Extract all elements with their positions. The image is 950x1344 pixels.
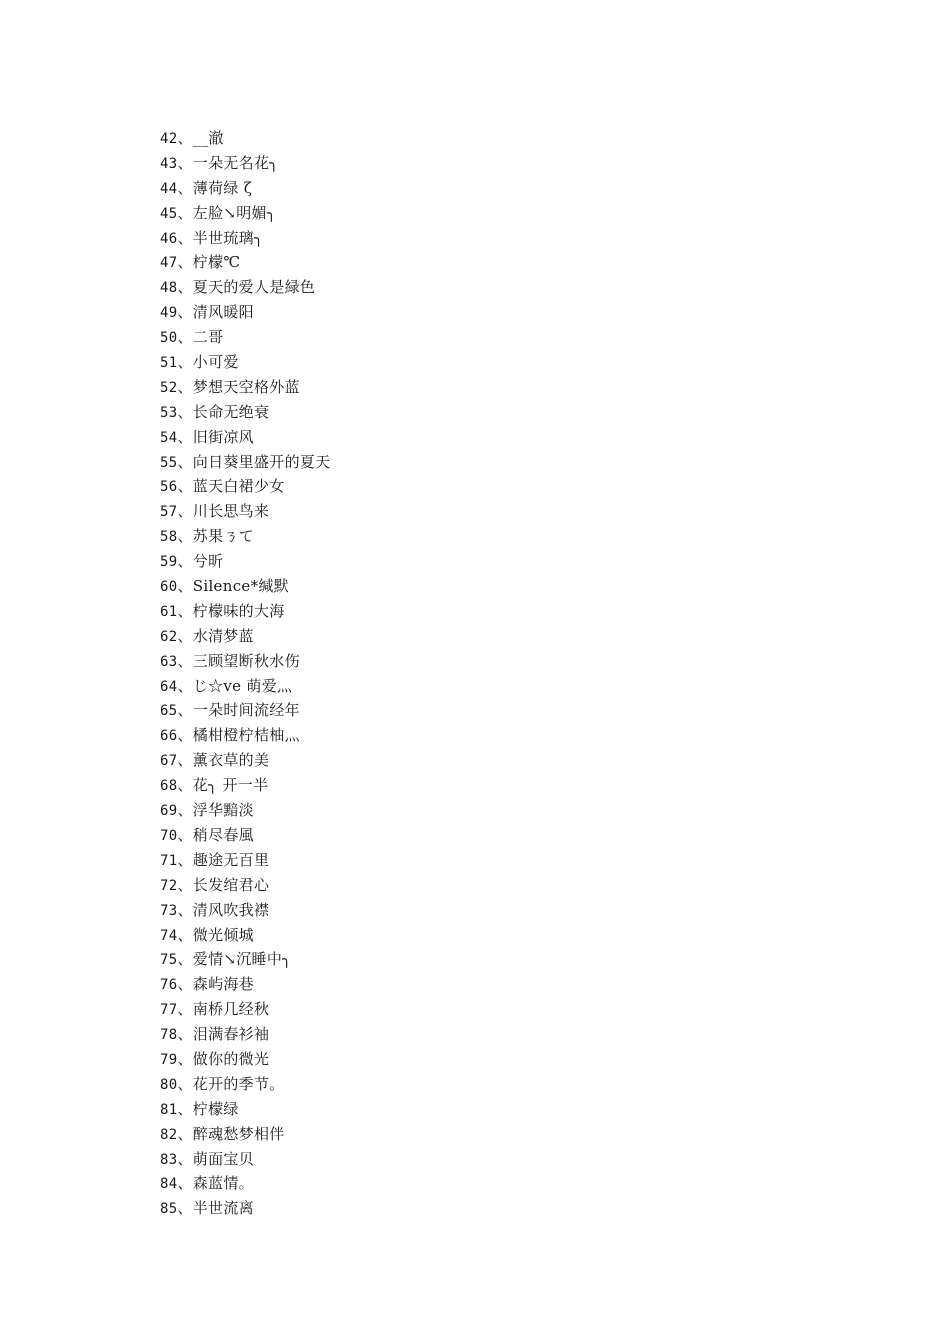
entry-number: 72 [160,877,178,894]
entry-number: 54 [160,429,178,446]
entry-number: 82 [160,1126,178,1143]
entry-text: 兮昕 [192,552,224,571]
entry-text: 苏果ㄋて [192,527,254,546]
entry-separator: 、 [177,801,193,820]
entry-separator: 、 [177,1025,193,1044]
entry-text: 南桥几经秋 [192,1000,270,1019]
list-item [160,723,330,748]
entry-separator: 、 [177,900,193,919]
list-item [160,176,330,201]
entry-text: 柠檬绿 [192,1099,239,1118]
entry-text: 稍尽春風 [192,825,254,844]
entry-number: 78 [160,1027,178,1044]
entry-number: 52 [160,379,178,396]
entry-number: 65 [160,703,178,720]
entry-number: 79 [160,1051,178,1068]
entry-number: 48 [160,280,178,297]
entry-number: 69 [160,803,178,820]
entry-separator: 、 [177,203,193,222]
entry-text: 爱情↘沉睡中╮ [192,950,292,969]
entry-text: 二哥 [192,328,224,347]
entry-text: 薄荷绿 ζ [192,178,253,197]
entry-separator: 、 [177,726,193,745]
entry-separator: 、 [177,427,193,446]
entry-text: 梦想天空格外蓝 [192,377,300,396]
entry-separator: 、 [177,452,193,471]
list-item [160,1072,330,1097]
list-item [160,773,330,798]
entry-number: 61 [160,603,178,620]
entry-text: 泪满春衫袖 [192,1025,270,1044]
entry-number: 49 [160,305,178,322]
list-item [160,201,330,226]
entry-text: 一朵无名花╮ [192,153,279,172]
entry-text: 萌面宝贝 [192,1149,254,1168]
entry-number: 73 [160,902,178,919]
list-item [160,375,330,400]
entry-text: 半世流离 [192,1199,254,1218]
entry-separator: 、 [177,577,193,596]
entry-separator: 、 [177,1074,193,1093]
entry-text: 浮华黯淡 [192,801,254,820]
entry-separator: 、 [177,626,193,645]
list-item [160,947,330,972]
list-item [160,350,330,375]
entry-text: 一朵时间流经年 [192,701,300,720]
entry-separator: 、 [177,1124,193,1143]
entry-text: 左脸↘明媚╮ [192,203,277,222]
list-item [160,624,330,649]
entry-separator: 、 [177,875,193,894]
entry-number: 51 [160,355,178,372]
list-item [160,499,330,524]
entry-number: 85 [160,1201,178,1218]
entry-number: 43 [160,155,178,172]
list-item [160,798,330,823]
entry-separator: 、 [177,701,193,720]
list-item [160,400,330,425]
entry-text: 花开的季节。 [192,1074,285,1093]
entry-number: 76 [160,977,178,994]
entry-number: 63 [160,653,178,670]
entry-number: 50 [160,330,178,347]
entry-separator: 、 [177,1000,193,1019]
entry-separator: 、 [177,402,193,421]
entry-text: 醉魂愁梦相伴 [192,1124,285,1143]
entry-separator: 、 [177,502,193,521]
entry-text: 森屿海巷 [192,975,254,994]
entry-separator: 、 [177,676,193,695]
list-item [160,599,330,624]
entry-number: 75 [160,952,178,969]
entry-number: 45 [160,205,178,222]
entry-separator: 、 [177,651,193,670]
entry-separator: 、 [177,751,193,770]
list-item [160,524,330,549]
list-item [160,1196,330,1221]
list-item [160,1022,330,1047]
entry-number: 47 [160,255,178,272]
entry-number: 62 [160,628,178,645]
entry-text: 长命无绝衰 [192,402,270,421]
entry-separator: 、 [177,178,193,197]
entry-text: 趣途无百里 [192,850,270,869]
entry-separator: 、 [177,377,193,396]
entry-number: 67 [160,753,178,770]
list-item [160,873,330,898]
list-item [160,549,330,574]
list-item [160,450,330,475]
entry-separator: 、 [177,552,193,571]
entry-number: 68 [160,778,178,795]
list-item [160,698,330,723]
entry-text: 花╮ 开一半 [192,776,269,795]
entry-number: 71 [160,852,178,869]
entry-separator: 、 [177,776,193,795]
list-item [160,848,330,873]
entry-separator: 、 [177,153,193,172]
list-item [160,151,330,176]
list-item [160,997,330,1022]
entry-separator: 、 [177,850,193,869]
entry-number: 66 [160,728,178,745]
list-item [160,1097,330,1122]
entry-number: 42 [160,131,178,147]
entry-number: 80 [160,1076,178,1093]
entry-separator: 、 [177,228,193,247]
entry-text: 柠檬℃ [192,253,241,272]
entry-separator: 、 [177,1149,193,1168]
entry-text: Silence*缄默 [192,577,289,596]
entry-number: 55 [160,454,178,471]
entry-number: 56 [160,479,178,496]
entry-separator: 、 [177,477,193,496]
entry-separator: 、 [177,925,193,944]
entry-number: 77 [160,1002,178,1019]
entry-text: 夏天的爱人是緑色 [192,278,316,297]
entry-text: 薰衣草的美 [192,751,270,770]
list-item [160,226,330,251]
entry-text: 清风吹我襟 [192,900,270,919]
list-item [160,325,330,350]
name-list [160,126,330,1221]
entry-separator: 、 [177,328,193,347]
entry-text: 小可爱 [192,353,239,372]
entry-text: 橘柑橙柠桔柚灬 [192,726,300,745]
entry-number: 64 [160,678,178,695]
entry-text: 水清梦蓝 [192,626,254,645]
entry-text: 蓝天白裙少女 [192,477,285,496]
entry-separator: 、 [177,278,193,297]
list-item [160,923,330,948]
entry-number: 74 [160,927,178,944]
entry-separator: 、 [177,1049,193,1068]
entry-text: __澈 [192,129,224,147]
list-item [160,649,330,674]
entry-separator: 、 [177,1174,193,1193]
entry-number: 58 [160,529,178,546]
list-item [160,425,330,450]
list-item [160,1171,330,1196]
entry-text: じ☆ve 萌爱灬 [192,676,293,695]
entry-separator: 、 [177,825,193,844]
list-item [160,275,330,300]
entry-separator: 、 [177,527,193,546]
entry-text: 柠檬味的大海 [192,601,285,620]
entry-number: 81 [160,1101,178,1118]
entry-separator: 、 [177,950,193,969]
entry-separator: 、 [177,353,193,372]
list-item [160,972,330,997]
list-item [160,1047,330,1072]
list-item [160,898,330,923]
entry-text: 长发绾君心 [192,875,270,894]
entry-text: 三顾望断秋水伤 [192,651,300,670]
entry-number: 46 [160,230,178,247]
entry-separator: 、 [177,129,193,147]
entry-separator: 、 [177,601,193,620]
list-item [160,574,330,599]
entry-number: 59 [160,554,178,571]
entry-text: 半世琉璃╮ [192,228,264,247]
list-item [160,748,330,773]
entry-text: 清风暖阳 [192,303,254,322]
entry-number: 70 [160,827,178,844]
entry-number: 83 [160,1151,178,1168]
entry-text: 川长思鸟来 [192,502,270,521]
list-item [160,1122,330,1147]
entry-separator: 、 [177,303,193,322]
entry-number: 60 [160,579,178,596]
entry-text: 旧街凉风 [192,427,254,446]
list-item [160,474,330,499]
list-item [160,126,330,151]
list-item [160,823,330,848]
entry-separator: 、 [177,253,193,272]
list-item [160,1147,330,1172]
entry-separator: 、 [177,1099,193,1118]
entry-text: 向日葵里盛开的夏天 [192,452,331,471]
entry-number: 84 [160,1176,178,1193]
entry-text: 微光倾城 [192,925,254,944]
list-item [160,300,330,325]
entry-separator: 、 [177,1199,193,1218]
list-item [160,674,330,699]
entry-separator: 、 [177,975,193,994]
entry-text: 森蓝情。 [192,1174,254,1193]
entry-number: 57 [160,504,178,521]
entry-number: 44 [160,180,178,197]
entry-text: 做你的微光 [192,1049,270,1068]
list-item [160,250,330,275]
entry-number: 53 [160,404,178,421]
